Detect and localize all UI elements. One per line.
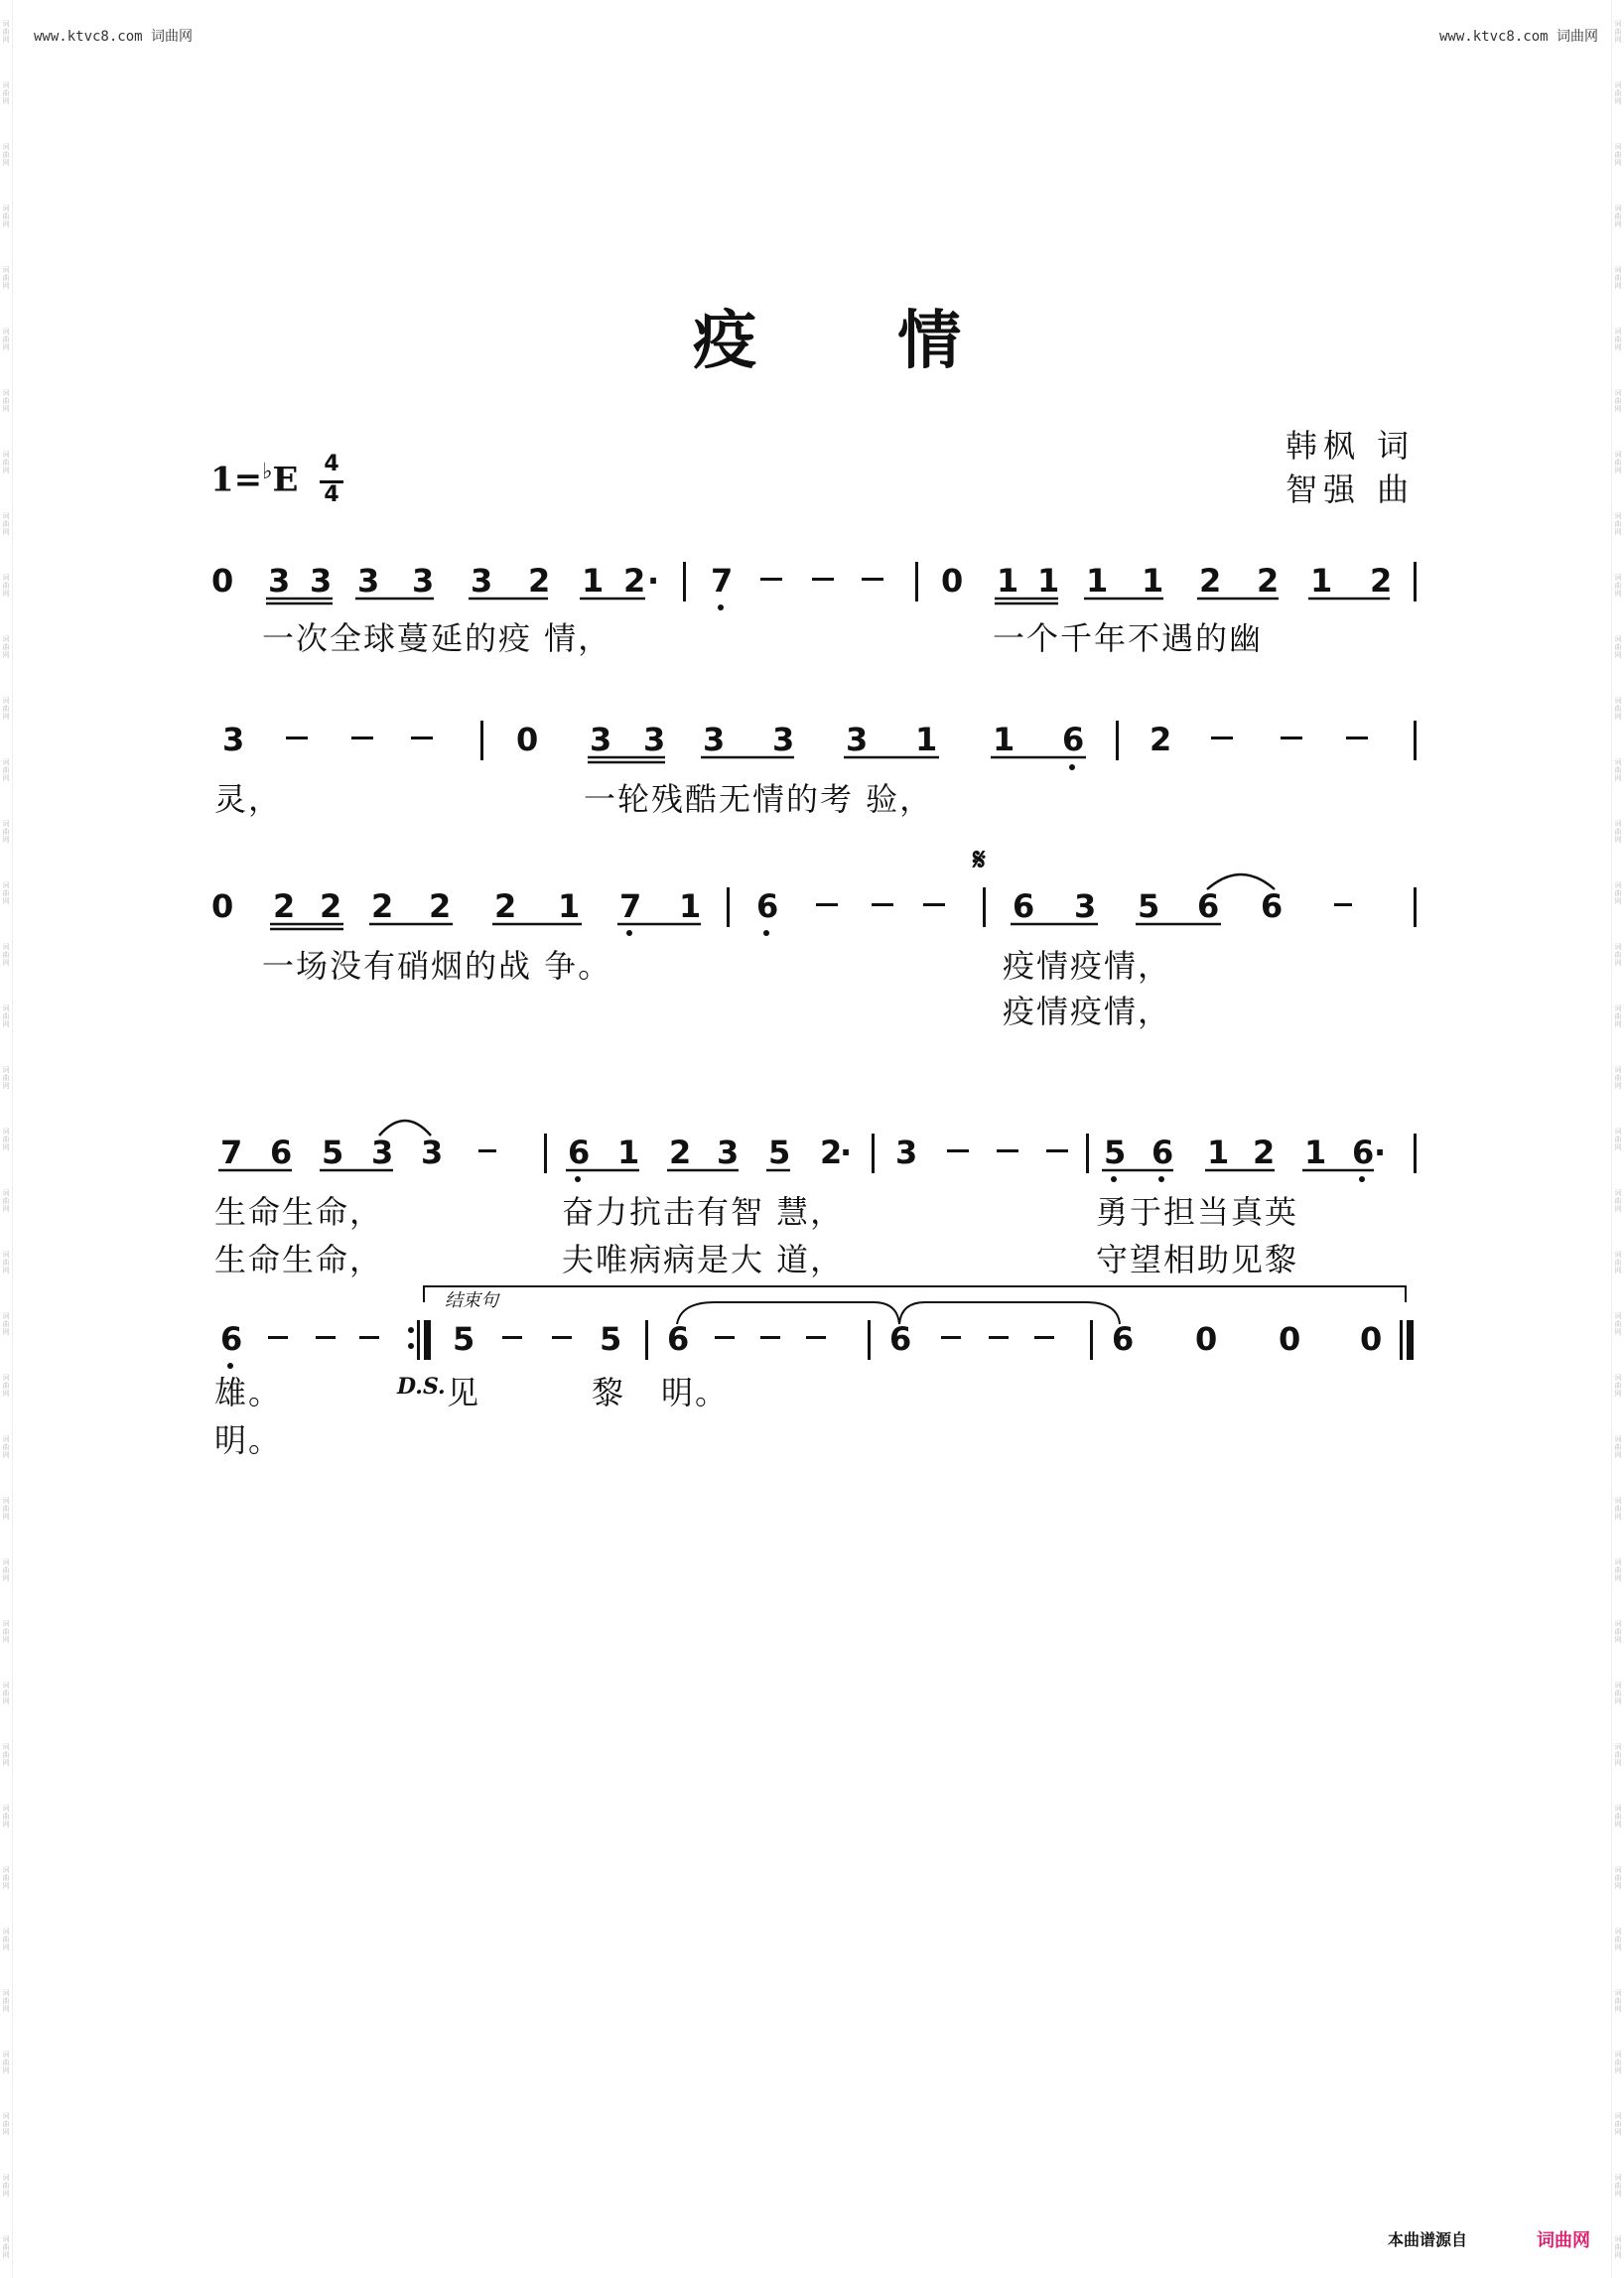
lyric-line: 见: [447, 1374, 481, 1411]
lyric-line: 夫唯病病是大 道，: [562, 1241, 845, 1278]
note: 1: [1207, 1134, 1230, 1171]
dash: [411, 737, 433, 739]
dash: [359, 1336, 379, 1339]
dash: [1346, 737, 1368, 739]
system-4: [218, 1121, 1417, 1182]
note: 2: [1257, 562, 1280, 600]
side-watermark-text: 词 曲 网: [1614, 881, 1622, 905]
note: 6: [1062, 721, 1085, 758]
side-watermark-text: 词 曲 网: [1614, 1128, 1622, 1151]
note: 2: [320, 887, 342, 925]
barline: [727, 887, 730, 927]
beams: [266, 599, 1390, 603]
note: 3: [471, 562, 493, 600]
note: 2: [371, 887, 394, 925]
side-watermark-text: 词 曲 网: [1614, 1866, 1622, 1890]
side-watermark-text: 词 曲 网: [1614, 20, 1622, 44]
lyric-line: 一次全球蔓延的疫 情，: [262, 619, 612, 657]
side-watermark-text: 词 曲 网: [2, 1435, 10, 1459]
side-watermark-text: 词 曲 网: [1614, 1620, 1622, 1644]
note: 6: [1151, 1134, 1174, 1171]
side-watermark-text: 词 曲 网: [2, 20, 10, 44]
dash: [816, 903, 838, 906]
lyric-line: 明。: [661, 1374, 730, 1411]
side-watermark-text: 词 曲 网: [1614, 820, 1622, 844]
side-watermark-text: 词 曲 网: [2, 512, 10, 536]
barline: [915, 562, 918, 602]
barline: [645, 1320, 648, 1360]
barline: [683, 562, 686, 602]
lyric-line: 疫情疫情，: [1003, 947, 1172, 985]
side-watermark-text: 词 曲 网: [1614, 1251, 1622, 1274]
system-1: [211, 562, 1417, 610]
beams: [270, 924, 1221, 929]
note: 1: [1310, 562, 1333, 600]
side-watermark-text: 词 曲 网: [2, 1743, 10, 1767]
note: 1: [915, 721, 938, 758]
side-watermark-text: 词 曲 网: [1614, 1374, 1622, 1398]
note: 6: [270, 1134, 293, 1171]
note: 3: [371, 1134, 394, 1171]
dash: [1211, 737, 1233, 739]
barline: [1414, 887, 1417, 927]
lyric-line: 一个千年不遇的幽: [993, 619, 1264, 657]
note: 1: [617, 1134, 640, 1171]
low-octave-dot: [763, 930, 769, 936]
note: 2: [528, 562, 551, 600]
dash: [1034, 1336, 1054, 1339]
side-watermark-text: 词 曲 网: [1614, 1005, 1622, 1028]
side-watermark-text: 词 曲 网: [2, 1189, 10, 1213]
dash: [989, 1336, 1009, 1339]
side-watermark-text: 词 曲 网: [1614, 451, 1622, 474]
note: 3: [421, 1134, 444, 1171]
note: 3: [412, 562, 435, 600]
barline: [1116, 721, 1119, 760]
barline: [1414, 562, 1417, 602]
side-watermark-text: 词 曲 网: [1614, 389, 1622, 413]
note: 3: [772, 721, 795, 758]
side-watermark-text: 词 曲 网: [2, 1866, 10, 1890]
side-watermark-text: 词 曲 网: [1614, 204, 1622, 228]
side-watermark-text: 词 曲 网: [1614, 574, 1622, 598]
key-tonic: 1=: [210, 460, 263, 500]
side-watermark-text: 词 曲 网: [2, 1005, 10, 1028]
note: 6: [568, 1134, 591, 1171]
dash: [760, 578, 782, 581]
dash: [351, 737, 373, 739]
side-watermark-text: 词 曲 网: [2, 758, 10, 782]
barline: [1086, 1134, 1089, 1173]
composer-credit: 智强 曲: [1286, 470, 1416, 508]
side-watermark-text: 词 曲 网: [2, 820, 10, 844]
side-watermark-text: 词 曲 网: [2, 1681, 10, 1705]
side-watermark-text: 词 曲 网: [2, 1497, 10, 1521]
side-watermark-text: 词 曲 网: [1614, 266, 1622, 290]
side-watermark-text: 词 曲 网: [2, 574, 10, 598]
side-watermark-text: 词 曲 网: [1614, 1497, 1622, 1521]
dash: [1046, 1149, 1068, 1152]
note: 3: [590, 721, 612, 758]
note: 6: [889, 1320, 912, 1358]
note: 5: [600, 1320, 622, 1358]
side-watermark-text: 词 曲 网: [2, 1558, 10, 1582]
note: 0: [211, 562, 234, 600]
dash: [502, 1336, 522, 1339]
side-watermark-text: 词 曲 网: [1614, 1743, 1622, 1767]
note: 3: [703, 721, 726, 758]
dash: [715, 1336, 735, 1339]
side-watermark-text: 词 曲 网: [1614, 328, 1622, 351]
note: 6: [667, 1320, 690, 1358]
low-octave-dot: [1359, 1176, 1365, 1182]
footer-brand-link[interactable]: 词曲网: [1537, 2230, 1590, 2251]
side-watermark-text: 词 曲 网: [2, 943, 10, 967]
lyric-line: 一轮残酷无情的考 验，: [584, 780, 934, 818]
dash: [760, 1336, 780, 1339]
dash: [1334, 903, 1352, 906]
side-watermark-text: 词 曲 网: [1614, 943, 1622, 967]
side-watermark-text: 词 曲 网: [1614, 697, 1622, 721]
header-site-right: www.ktvc8.com 词曲网: [1439, 29, 1599, 45]
tie-slur: [677, 1302, 1120, 1324]
lyric-line: 灵，: [214, 780, 283, 818]
footer-source-label: 本曲谱源自: [1388, 2230, 1468, 2249]
side-watermark-text: 词 曲 网: [2, 204, 10, 228]
note: 2: [669, 1134, 692, 1171]
dash: [812, 578, 834, 581]
note: 6: [220, 1320, 243, 1358]
note: 6: [1013, 887, 1035, 925]
note: 0: [1195, 1320, 1218, 1358]
note: 6: [756, 887, 779, 925]
barline: [868, 1320, 871, 1360]
side-watermark-text: 词 曲 网: [2, 1805, 10, 1828]
lyric-line: 守望相助见黎: [1096, 1241, 1299, 1278]
side-watermark-text: 词 曲 网: [2, 451, 10, 474]
final-barline: [1400, 1320, 1414, 1360]
note: 1: [1142, 562, 1164, 600]
segno-sign: 𝄋: [973, 843, 986, 877]
note: 5: [1138, 887, 1160, 925]
lyric-line: 雄。: [214, 1374, 283, 1411]
note: 3: [1074, 887, 1097, 925]
note-dot: ·: [840, 1134, 853, 1171]
side-watermark-text: 词 曲 网: [1614, 1312, 1622, 1336]
note: 2: [1370, 562, 1393, 600]
barline: [544, 1134, 547, 1173]
side-watermark-text: 词 曲 网: [1614, 1189, 1622, 1213]
note: 2: [623, 562, 646, 600]
note: 2: [494, 887, 517, 925]
side-watermark-text: 词 曲 网: [2, 697, 10, 721]
note: 2: [1150, 721, 1172, 758]
dash: [997, 1149, 1018, 1152]
note: 1: [558, 887, 581, 925]
side-watermark-text: 词 曲 网: [2, 1620, 10, 1644]
key-letter: E: [272, 460, 299, 500]
side-watermark-text: 词 曲 网: [2, 2235, 10, 2259]
note: 5: [768, 1134, 791, 1171]
note: 6: [1197, 887, 1220, 925]
barline: [1414, 721, 1417, 760]
repeat-end: [408, 1320, 431, 1360]
side-watermark-text: 词 曲 网: [1614, 1066, 1622, 1090]
note: 5: [453, 1320, 475, 1358]
beams: [588, 757, 1086, 762]
side-watermark-text: 词 曲 网: [2, 2174, 10, 2198]
note: 3: [717, 1134, 740, 1171]
note: 1: [679, 887, 702, 925]
side-watermark-text: 词 曲 网: [2, 1989, 10, 2013]
song-title: 疫 情: [693, 304, 1021, 378]
note: 3: [643, 721, 666, 758]
lyric-line: 一场没有硝烟的战 争。: [262, 947, 612, 985]
side-watermark-text: 词 曲 网: [2, 2051, 10, 2075]
lyric-line: 黎: [592, 1374, 626, 1411]
header-site-left: www.ktvc8.com 词曲网: [34, 29, 194, 45]
time-sig-bottom: 4: [324, 482, 339, 507]
note: 2: [429, 887, 452, 925]
dash: [941, 1336, 961, 1339]
dash: [478, 1149, 496, 1152]
note-dot: ·: [647, 562, 660, 600]
lyricist-credit: 韩枫 词: [1286, 427, 1416, 465]
time-sig-top: 4: [324, 452, 339, 476]
barline: [1090, 1320, 1093, 1360]
note: 0: [941, 562, 964, 600]
note: 6: [1112, 1320, 1135, 1358]
lyric-line: 勇于担当真英: [1096, 1193, 1299, 1231]
side-watermark-text: 词 曲 网: [1614, 143, 1622, 167]
note: 0: [1279, 1320, 1301, 1358]
side-watermark-text: 词 曲 网: [2, 1374, 10, 1398]
dash: [806, 1336, 826, 1339]
note: 1: [582, 562, 605, 600]
side-watermark-text: 词 曲 网: [2, 1066, 10, 1090]
note: 7: [711, 562, 734, 600]
dash: [923, 903, 945, 906]
side-watermark-text: 词 曲 网: [2, 1128, 10, 1151]
note: 0: [516, 721, 539, 758]
note: 1: [993, 721, 1015, 758]
side-watermark-text: 词 曲 网: [1614, 1558, 1622, 1582]
side-watermark-text: 词 曲 网: [1614, 1435, 1622, 1459]
side-watermark-text: 词 曲 网: [2, 881, 10, 905]
side-watermark-text: 词 曲 网: [1614, 758, 1622, 782]
side-watermark-text: 词 曲 网: [1614, 512, 1622, 536]
side-watermark-text: 词 曲 网: [2, 635, 10, 659]
side-watermark-text: 词 曲 网: [2, 2112, 10, 2136]
barline: [872, 1134, 875, 1173]
dash: [316, 1336, 336, 1339]
dash: [286, 737, 308, 739]
note: 2: [1253, 1134, 1276, 1171]
ending-label: 结束句: [445, 1290, 498, 1311]
note: 7: [619, 887, 642, 925]
side-watermark-text: 词 曲 网: [1614, 2174, 1622, 2198]
side-watermark-text: 词 曲 网: [1614, 2051, 1622, 2075]
barline: [480, 721, 483, 760]
low-octave-dot: [626, 930, 632, 936]
side-watermark-text: 词 曲 网: [1614, 2235, 1622, 2259]
dash: [552, 1336, 572, 1339]
barline: [983, 887, 986, 927]
system-5: [220, 1286, 1414, 1400]
note: 5: [1104, 1134, 1127, 1171]
note: 3: [357, 562, 380, 600]
dash: [862, 578, 883, 581]
note: 3: [895, 1134, 918, 1171]
dash: [872, 903, 893, 906]
side-watermark-text: 词 曲 网: [2, 328, 10, 351]
side-watermark-text: 词 曲 网: [2, 1312, 10, 1336]
lyric-line: 生命生命，: [214, 1241, 384, 1278]
side-watermark-text: 词 曲 网: [1614, 635, 1622, 659]
system-2: [222, 721, 1417, 770]
side-watermark-text: 词 曲 网: [2, 389, 10, 413]
side-watermark-text: 词 曲 网: [2, 266, 10, 290]
note: 3: [846, 721, 869, 758]
side-watermark-text: 词 曲 网: [2, 1251, 10, 1274]
side-watermark-text: 词 曲 网: [2, 1928, 10, 1951]
low-octave-dot: [1158, 1176, 1164, 1182]
note-dot: ·: [1374, 1134, 1387, 1171]
side-watermark-text: 词 曲 网: [1614, 1681, 1622, 1705]
ending-bracket: [424, 1286, 1406, 1302]
note: 6: [1261, 887, 1284, 925]
side-watermark-text: 词 曲 网: [2, 143, 10, 167]
barline: [1414, 1134, 1417, 1173]
side-watermark-text: 词 曲 网: [1614, 81, 1622, 105]
low-octave-dot: [1069, 764, 1075, 770]
dash: [268, 1336, 288, 1339]
side-watermark-text: 词 曲 网: [1614, 2112, 1622, 2136]
note: 3: [310, 562, 333, 600]
dal-segno: D.S.: [397, 1374, 446, 1400]
note: 5: [322, 1134, 344, 1171]
lyric-line: 明。: [214, 1421, 283, 1459]
note: 0: [211, 887, 234, 925]
note: 1: [1304, 1134, 1327, 1171]
note: 7: [220, 1134, 243, 1171]
low-octave-dot: [718, 604, 724, 610]
note: 2: [1199, 562, 1222, 600]
system-3: [211, 843, 1417, 936]
note: 3: [222, 721, 245, 758]
note: 2: [820, 1134, 843, 1171]
note: 0: [1360, 1320, 1383, 1358]
lyric-line: 奋力抗击有智 慧，: [562, 1193, 845, 1231]
note: 1: [1086, 562, 1109, 600]
key-flat: ♭: [262, 459, 273, 484]
lyric-line: 疫情疫情，: [1003, 993, 1172, 1030]
note: 6: [1352, 1134, 1375, 1171]
dash: [947, 1149, 969, 1152]
side-watermark-text: 词 曲 网: [2, 81, 10, 105]
side-watermark-text: 词 曲 网: [1614, 1928, 1622, 1951]
note: 1: [997, 562, 1019, 600]
side-watermark-text: 词 曲 网: [1614, 1805, 1622, 1828]
low-octave-dot: [1111, 1176, 1117, 1182]
note: 3: [268, 562, 291, 600]
note: 1: [1037, 562, 1060, 600]
note: 2: [273, 887, 296, 925]
lyric-line: 生命生命，: [214, 1193, 384, 1231]
side-watermark-text: 词 曲 网: [1614, 1989, 1622, 2013]
dash: [1281, 737, 1302, 739]
low-octave-dot: [575, 1176, 581, 1182]
